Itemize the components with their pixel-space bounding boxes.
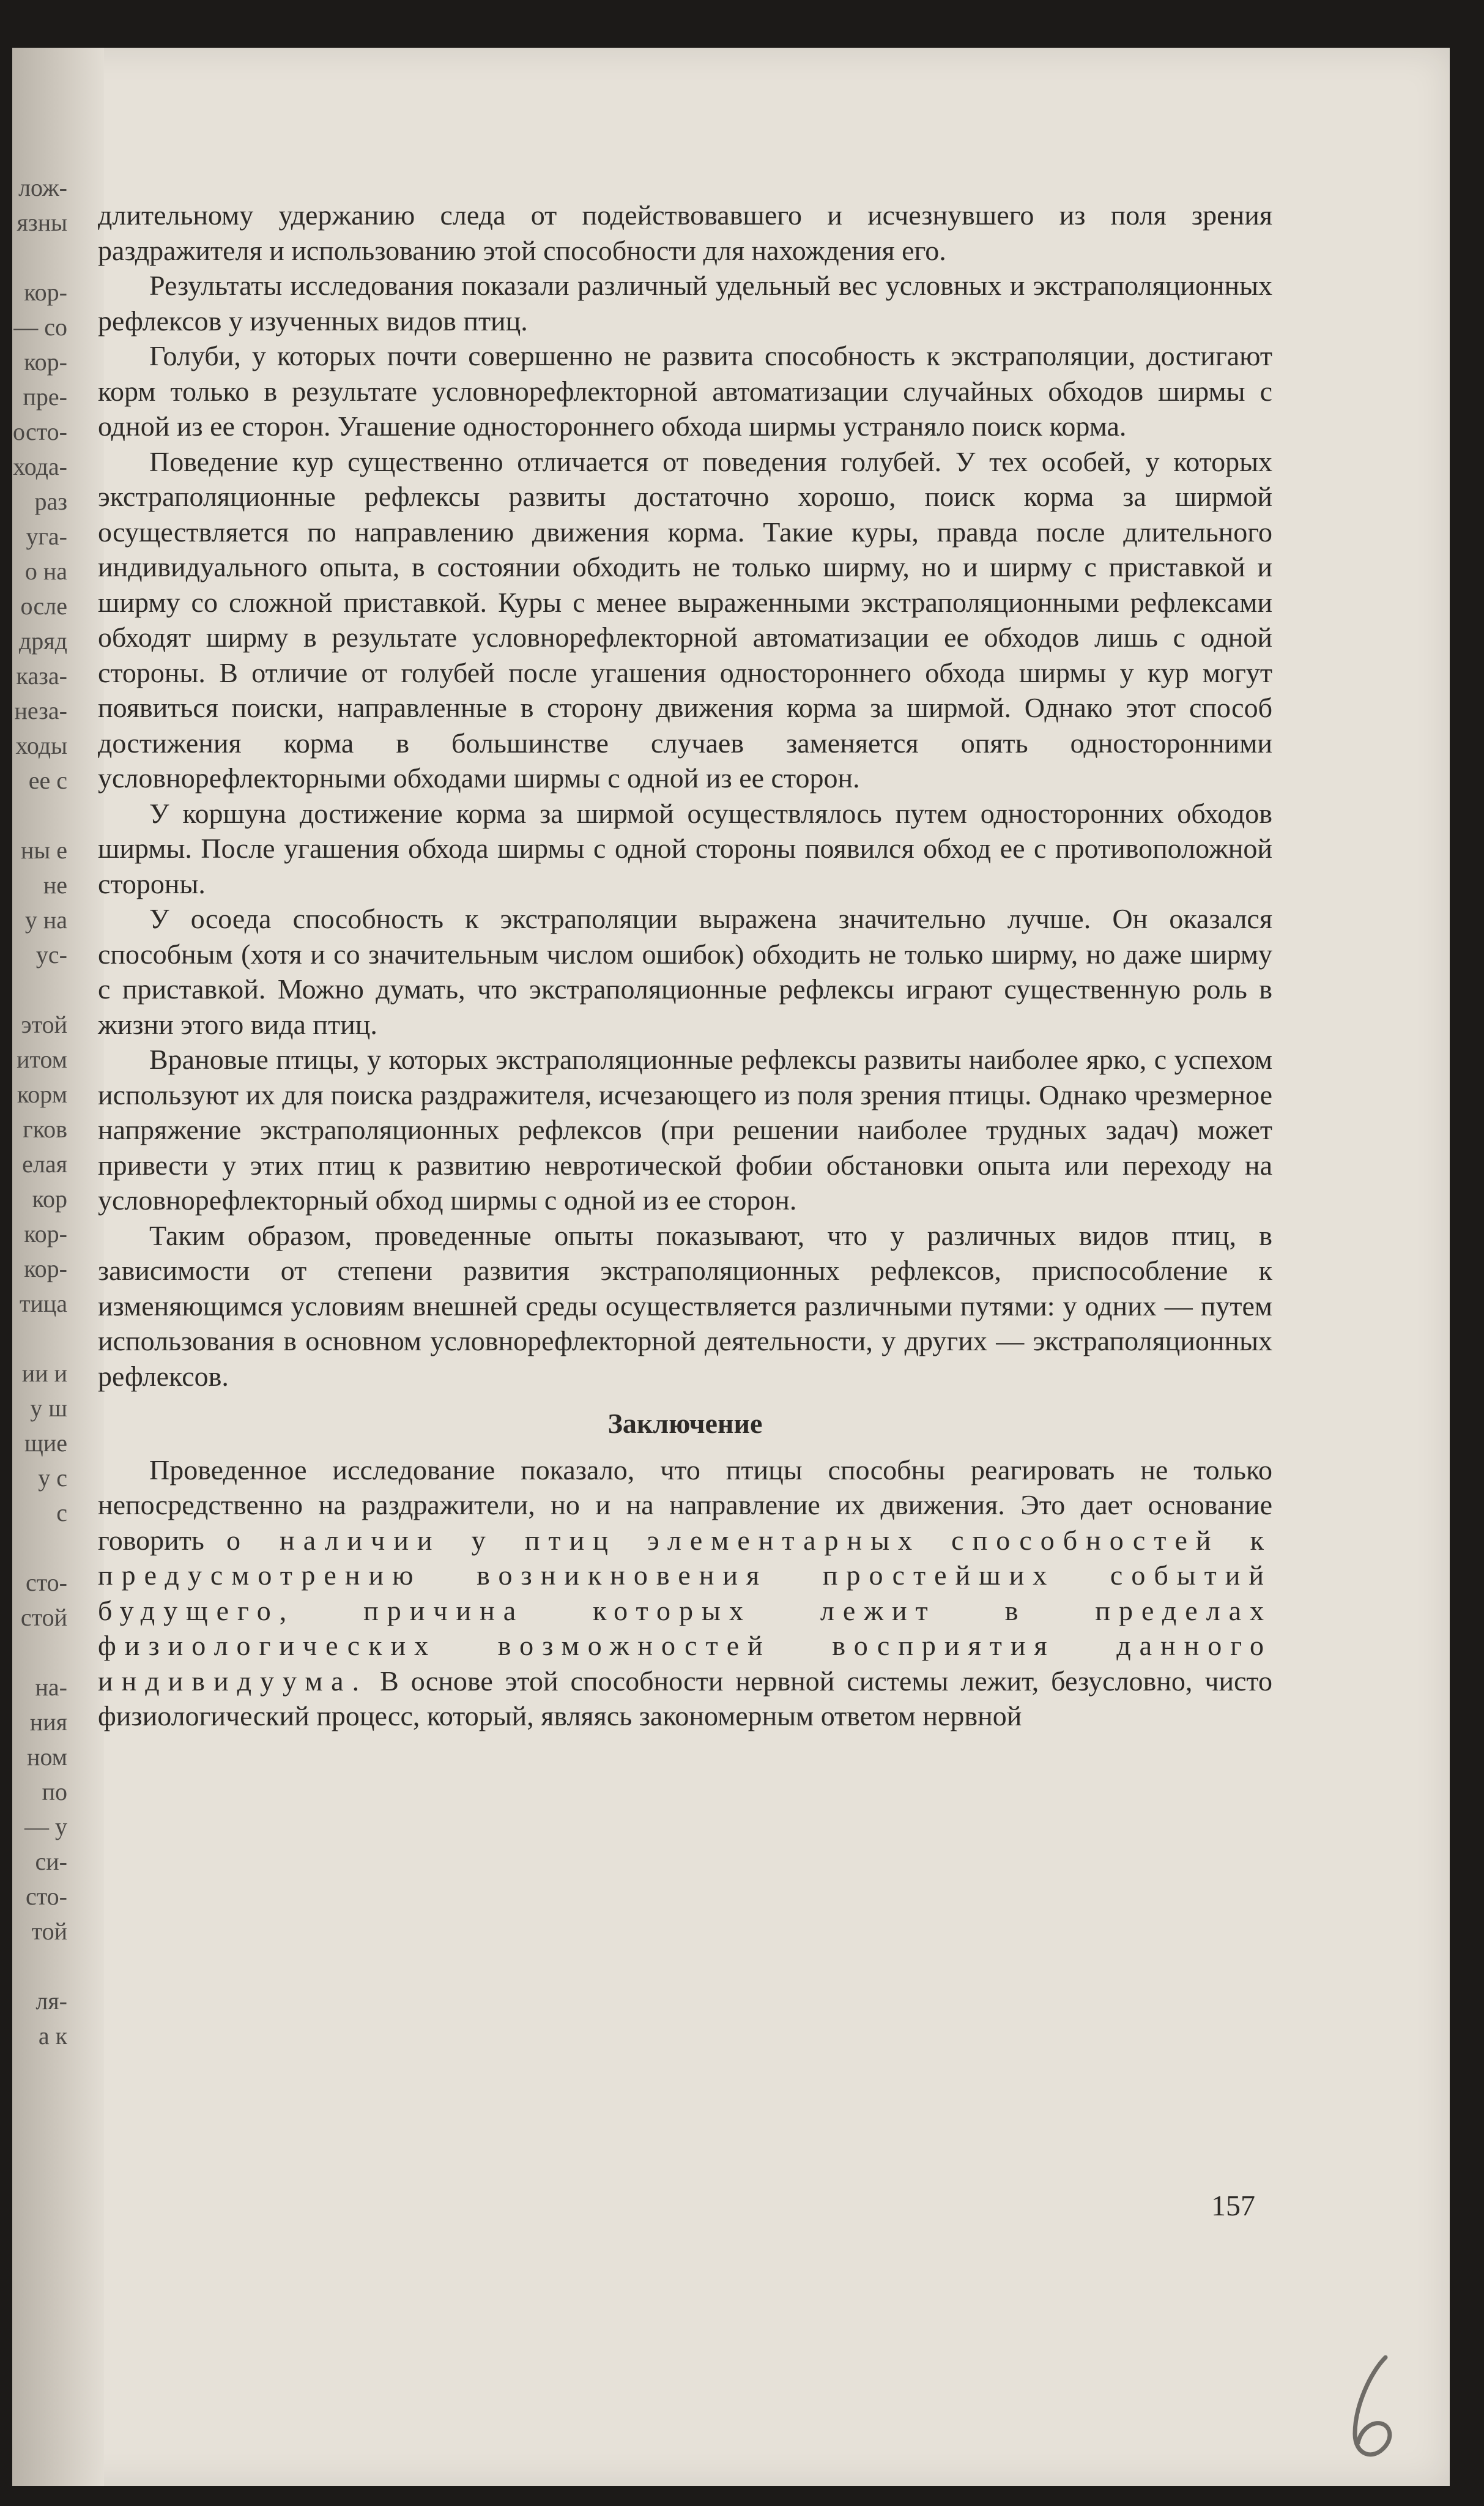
margin-fragment: язны [17, 209, 67, 236]
margin-fragment: ходы [15, 732, 67, 759]
margin-fragment: кор- [24, 1255, 67, 1282]
book-page [12, 48, 1450, 2486]
margin-fragment: кор- [24, 348, 67, 376]
margin-fragment: у ш [30, 1394, 67, 1422]
margin-fragment: ны е [20, 836, 67, 864]
margin-fragment: раз [34, 488, 67, 515]
paragraph: Поведение кур существенно отличается от поведения голубей. У тех особей, у которых экстраполяционные рефлексы развиты достаточно хорошо, поиск корма за ширмой осуществляется по направлению движения корма. Такие куры, правда после длительного индивидуального опыта, в состоянии обходить не только ширму, но и ширму с приставкой и ширму со сложной приставкой. Куры с менее выраженными экстраполяционными рефлексами обходят ширму в результате условнорефлекторной автоматизации ее обходов лишь с одной стороны. В отличие от голубей после угашения одностороннего обхода ширмы у кур могут появиться поиски, направленные в сторону движения корма за ширмой. Однако этот способ достижения корма в большинстве случаев заменяется опять односторонними условнорефлекторными обходами ширмы с одной из ее сторон. [98, 445, 1272, 794]
left-page-fragments [12, 170, 67, 2053]
paragraph: длительному удержанию следа от подействовавшего и исчезнувшего из поля зрения раздражителя и использованию этой способности для нахождения его. [98, 199, 1272, 266]
conclusion-spaced-text: о наличии у птиц элементарных способностей к предусмотрению возникновения простейших событий будущего, причина которых лежит в пределах физиологических возможностей восприятия данного индивидуума. [98, 1524, 1272, 1697]
margin-fragment: тица [19, 1290, 67, 1317]
margin-fragment: — у [24, 1813, 67, 1840]
margin-fragment: неза- [14, 697, 67, 724]
margin-fragment: сто- [25, 1569, 67, 1596]
margin-fragment: ус- [35, 941, 67, 969]
margin-fragment: о на [24, 557, 67, 585]
margin-fragment: лож- [18, 174, 67, 201]
handwritten-mark-six [1327, 2348, 1419, 2471]
margin-fragment: корм [17, 1080, 67, 1108]
margin-fragment: пре- [23, 383, 67, 411]
margin-fragment: итом [17, 1046, 67, 1073]
margin-fragment: щие [24, 1429, 67, 1457]
section-heading: Заключение [607, 1408, 763, 1439]
margin-fragment: ном [27, 1743, 67, 1771]
margin-fragment: той [31, 1917, 67, 1945]
margin-fragment: осто- [12, 418, 67, 445]
paragraph: Таким образом, проведенные опыты показывают, что у различных видов птиц, в зависимости от степени развития экстраполяционных рефлексов, приспособление к изменяющимся условиям внешней среды осуществляется различными путями: у одних — путем использования в основном условнорефлекторной деятельности, у других — экстраполяционных рефлексов. [98, 1219, 1272, 1392]
margin-fragment [12, 240, 67, 275]
margin-fragment [12, 1949, 67, 1984]
margin-fragment: кор- [24, 1220, 67, 1247]
margin-fragment: на- [35, 1673, 67, 1701]
margin-fragment [12, 1635, 67, 1670]
margin-fragment: хода- [13, 453, 67, 480]
margin-fragment: а к [38, 2022, 67, 2050]
margin-fragment: по [42, 1778, 67, 1805]
conclusion-text-1: Проведенное исследование показало, что птицы способны реагировать не только непосредственно на раздражители, но и на направление их движения. Это дает основание говорить [98, 1454, 1272, 1556]
margin-fragment: ния [29, 1708, 67, 1736]
margin-fragment: — со [13, 313, 67, 341]
paragraph: Результаты исследования показали различный удельный вес условных и экстраполяционных рефлексов у изученных видов птиц. [98, 270, 1272, 336]
body-text [98, 198, 1272, 1734]
paragraph: Врановые птицы, у которых экстраполяционные рефлексы развиты наиболее ярко, с успехом используют их для поиска раздражителя, исчезающего из поля зрения птицы. Однако чрезмерное напряжение экстраполяционных рефлексов (при решении наиболее трудных задач) может привести у этих птиц к развитию невротической фобии обстановки опыта или переходу на условнорефлекторный обход ширмы с одной из ее сторон. [98, 1044, 1272, 1216]
margin-fragment: кор [32, 1185, 67, 1213]
margin-fragment: у на [24, 906, 67, 934]
margin-fragment: ии и [21, 1359, 67, 1387]
margin-fragment: стой [20, 1604, 67, 1631]
margin-fragment: гков [23, 1115, 67, 1143]
margin-fragment: си- [35, 1848, 67, 1875]
margin-fragment: не [43, 871, 67, 899]
margin-fragment: кор- [24, 278, 67, 306]
margin-fragment: дряд [18, 627, 67, 655]
margin-fragment: этой [21, 1011, 67, 1038]
margin-fragment: уга- [26, 522, 67, 550]
conclusion-text-2: В основе этой способности нервной системы лежит, безусловно, чисто физиологический процесс, который, являясь закономерным ответом нервной [98, 1665, 1273, 1731]
paragraph: Голуби, у которых почти совершенно не развита способность к экстраполяции, достигают корм только в результате условнорефлекторной автоматизации случайных обходов ширмы с одной из ее сторон. Угашение одностороннего обхода ширмы устраняло поиск корма. [98, 340, 1272, 442]
margin-fragment: осле [20, 592, 67, 620]
conclusion-paragraph [98, 1452, 1272, 1734]
margin-fragment [12, 798, 67, 833]
margin-fragment: сто- [25, 1883, 67, 1910]
margin-fragment [12, 972, 67, 1007]
paragraph: У осоеда способность к экстраполяции выражена значительно лучше. Он оказался способным (хотя и со значительным числом ошибок) обходить не только ширму, но даже ширму с приставкой. Можно думать, что экстраполяционные рефлексы играют существенную роль в жизни этого вида птиц. [98, 903, 1272, 1040]
margin-fragment [12, 1321, 67, 1356]
paragraph: У коршуна достижение корма за ширмой осуществлялось путем односторонних обходов ширмы. После угашения обхода ширмы с одной стороны появился обход ее с противоположной стороны. [98, 797, 1272, 899]
margin-fragment: с [56, 1499, 67, 1526]
margin-fragment: ее с [28, 767, 67, 794]
margin-fragment [12, 1530, 67, 1565]
page-number: 157 [1211, 2190, 1255, 2222]
margin-fragment: ля- [35, 1987, 67, 2015]
margin-fragment: у с [38, 1464, 67, 1492]
margin-fragment: каза- [16, 662, 67, 690]
margin-fragment: елая [22, 1150, 67, 1178]
